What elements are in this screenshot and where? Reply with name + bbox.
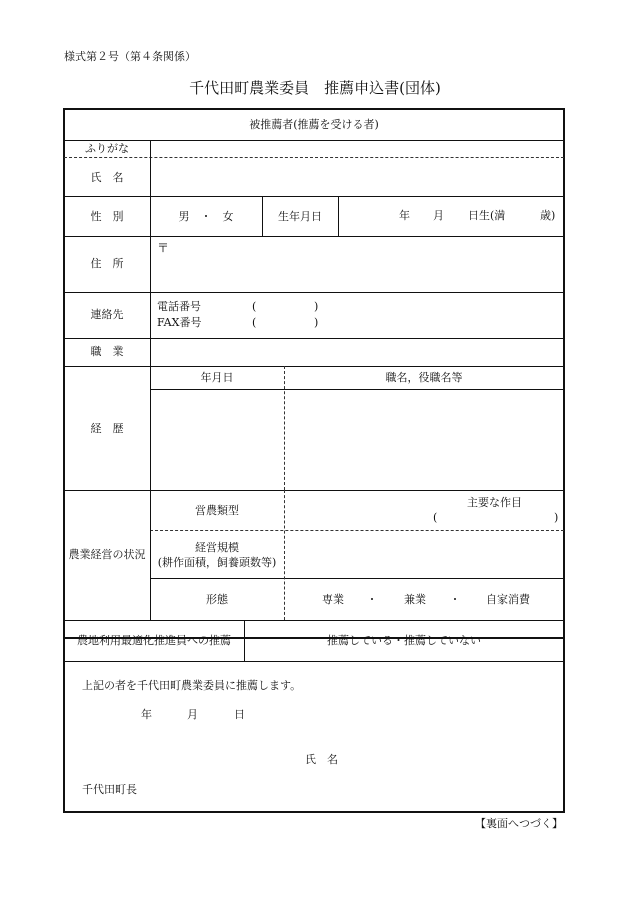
main-crops-field[interactable] xyxy=(444,510,550,524)
signer-name-label: 氏 名 xyxy=(305,753,338,766)
farm-type-label: 営農類型 xyxy=(195,504,239,517)
farm-status-label: 農業経営の状況 xyxy=(68,548,146,561)
name-field[interactable] xyxy=(152,159,562,195)
declaration-box xyxy=(63,620,565,813)
continued-note: 【裏面へつづく】 xyxy=(475,817,563,830)
phone-field[interactable] xyxy=(262,299,310,313)
sex-options[interactable]: 男 ・ 女 xyxy=(178,210,234,223)
career-date-field[interactable] xyxy=(152,391,282,489)
addressee: 千代田町長 xyxy=(82,783,137,796)
birthdate-day-age: 日生(満 xyxy=(468,209,506,222)
date-month: 月 xyxy=(187,708,198,721)
address-field[interactable] xyxy=(172,238,562,291)
contact-label: 連絡先 xyxy=(90,308,124,321)
birthdate-label: 生年月日 xyxy=(278,210,322,223)
fax-field[interactable] xyxy=(262,315,310,329)
signer-name-field[interactable] xyxy=(345,750,545,768)
page-title: 千代田町農業委員 推薦申込書(団体) xyxy=(189,79,441,97)
farm-form-part-time[interactable]: 兼業 xyxy=(404,593,426,606)
main-crops-paren-close: ) xyxy=(554,511,559,524)
farm-form-label: 形態 xyxy=(206,593,228,606)
farm-form-full-time[interactable]: 専業 xyxy=(322,593,344,606)
name-label: 氏 名 xyxy=(90,171,124,184)
career-position-header: 職名，役職名等 xyxy=(385,371,463,384)
fax-paren-open: ( xyxy=(252,316,257,329)
fax-paren-close: ) xyxy=(314,316,319,329)
phone-paren-open: ( xyxy=(252,300,257,313)
farm-form-separator-2: ・ xyxy=(449,593,461,606)
form-number: 様式第２号（第４条関係） xyxy=(64,50,196,63)
address-label: 住 所 xyxy=(90,257,124,270)
phone-label: 電話番号 xyxy=(157,300,201,313)
occupation-field[interactable] xyxy=(152,340,562,365)
main-crops-label: 主要な作目 xyxy=(467,496,522,509)
fax-label: FAX番号 xyxy=(157,316,202,329)
furigana-field[interactable] xyxy=(152,142,562,156)
phone-paren-close: ) xyxy=(314,300,319,313)
farm-scale-sublabel: (耕作面積，飼養頭数等) xyxy=(157,556,277,569)
farm-scale-field[interactable] xyxy=(286,532,562,577)
farm-type-field[interactable] xyxy=(286,492,446,529)
birthdate-age-close: 歳) xyxy=(540,209,556,222)
promoter-label: 農地利用最適化推進員への推薦 xyxy=(77,634,231,647)
farm-form-self-consumption[interactable]: 自家消費 xyxy=(486,593,530,606)
farm-scale-label: 経営規模 xyxy=(195,541,239,554)
postal-mark: 〒 xyxy=(157,241,170,255)
birthdate-month: 月 xyxy=(433,209,444,222)
declaration-text: 上記の者を千代田町農業委員に推薦します。 xyxy=(82,679,302,692)
promoter-options[interactable]: 推薦している・推薦していない xyxy=(327,634,481,647)
career-position-field[interactable] xyxy=(286,391,562,489)
birthdate-year: 年 xyxy=(399,209,410,222)
occupation-label: 職 業 xyxy=(90,345,124,358)
furigana-label: ふりがな xyxy=(85,142,129,155)
section-title: 被推薦者(推薦を受ける者) xyxy=(249,118,379,131)
date-year: 年 xyxy=(141,708,152,721)
farm-form-separator-1: ・ xyxy=(366,593,378,606)
date-day: 日 xyxy=(234,708,245,721)
career-label: 経 歴 xyxy=(90,422,124,435)
career-date-header: 年月日 xyxy=(200,371,234,384)
sex-label: 性 別 xyxy=(90,210,124,223)
main-crops-paren-open: ( xyxy=(433,511,438,524)
